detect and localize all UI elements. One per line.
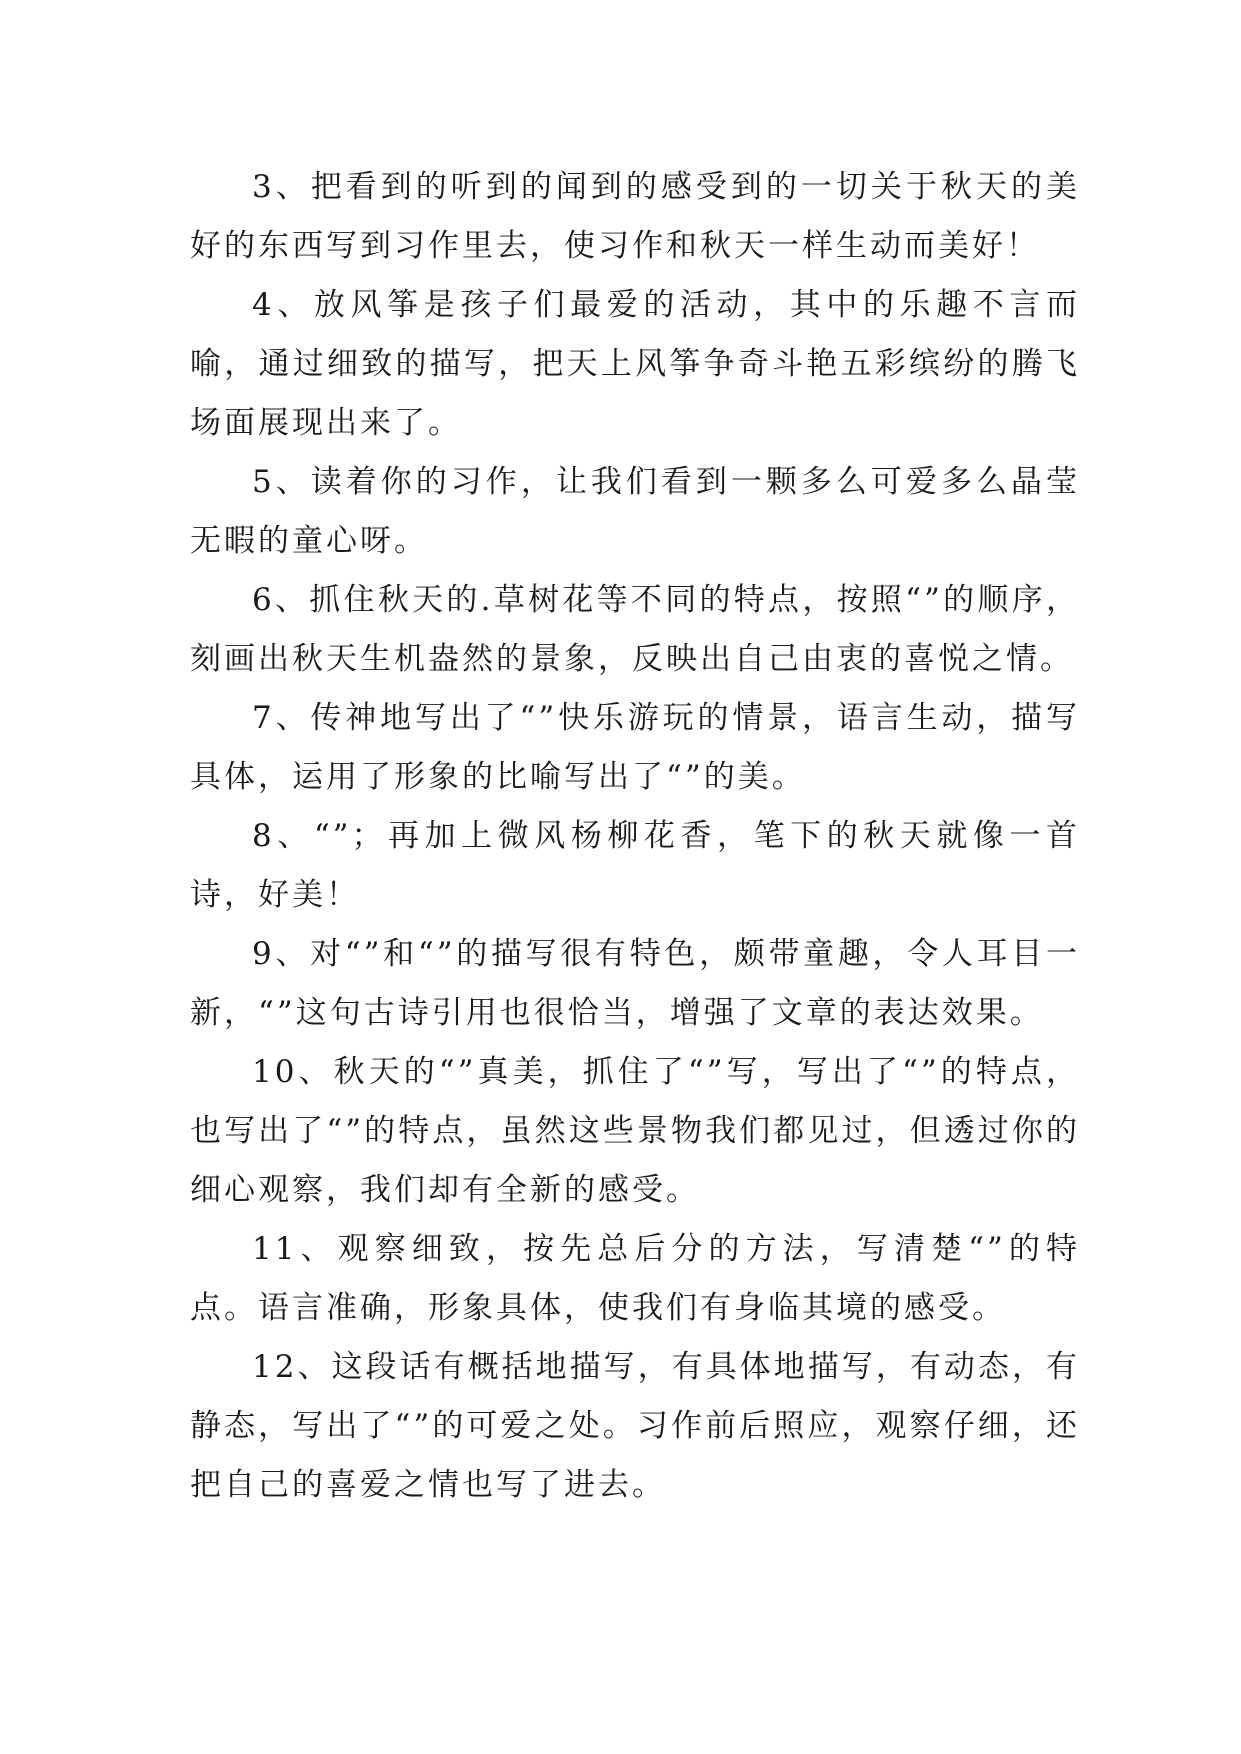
paragraph-9: 9、对“”和“”的描写很有特色，颇带童趣，令人耳目一新，“”这句古诗引用也很恰当，增强了文章的表达效果。 [190, 936, 1080, 1031]
document-body [190, 158, 1080, 1515]
paragraph-10: 10、秋天的“”真美，抓住了“”写，写出了“”的特点，也写出了“”的特点，虽然这些景物我们都见过，但透过你的细心观察，我们却有全新的感受。 [190, 1054, 1080, 1208]
paragraph-5: 5、读着你的习作，让我们看到一颗多么可爱多么晶莹无暇的童心呀。 [190, 464, 1080, 559]
paragraph-6: 6、抓住秋天的.草树花等不同的特点，按照“”的顺序，刻画出秋天生机盎然的景象，反映出自己由衷的喜悦之情。 [190, 582, 1080, 677]
paragraph-3: 3、把看到的听到的闻到的感受到的一切关于秋天的美好的东西写到习作里去，使习作和秋天一样生动而美好！ [190, 169, 1080, 264]
paragraph-8: 8、“”；再加上微风杨柳花香，笔下的秋天就像一首诗，好美！ [190, 818, 1080, 913]
paragraph-4: 4、放风筝是孩子们最爱的活动，其中的乐趣不言而喻，通过细致的描写，把天上风筝争奇斗艳五彩缤纷的腾飞场面展现出来了。 [190, 287, 1080, 441]
paragraph-11: 11、观察细致，按先总后分的方法，写清楚“”的特点。语言准确，形象具体，使我们有身临其境的感受。 [190, 1231, 1080, 1326]
paragraph-12: 12、这段话有概括地描写，有具体地描写，有动态，有静态，写出了“”的可爱之处。习作前后照应，观察仔细，还把自己的喜爱之情也写了进去。 [190, 1349, 1080, 1503]
paragraph-7: 7、传神地写出了“”快乐游玩的情景，语言生动，描写具体，运用了形象的比喻写出了“”的美。 [190, 700, 1080, 795]
